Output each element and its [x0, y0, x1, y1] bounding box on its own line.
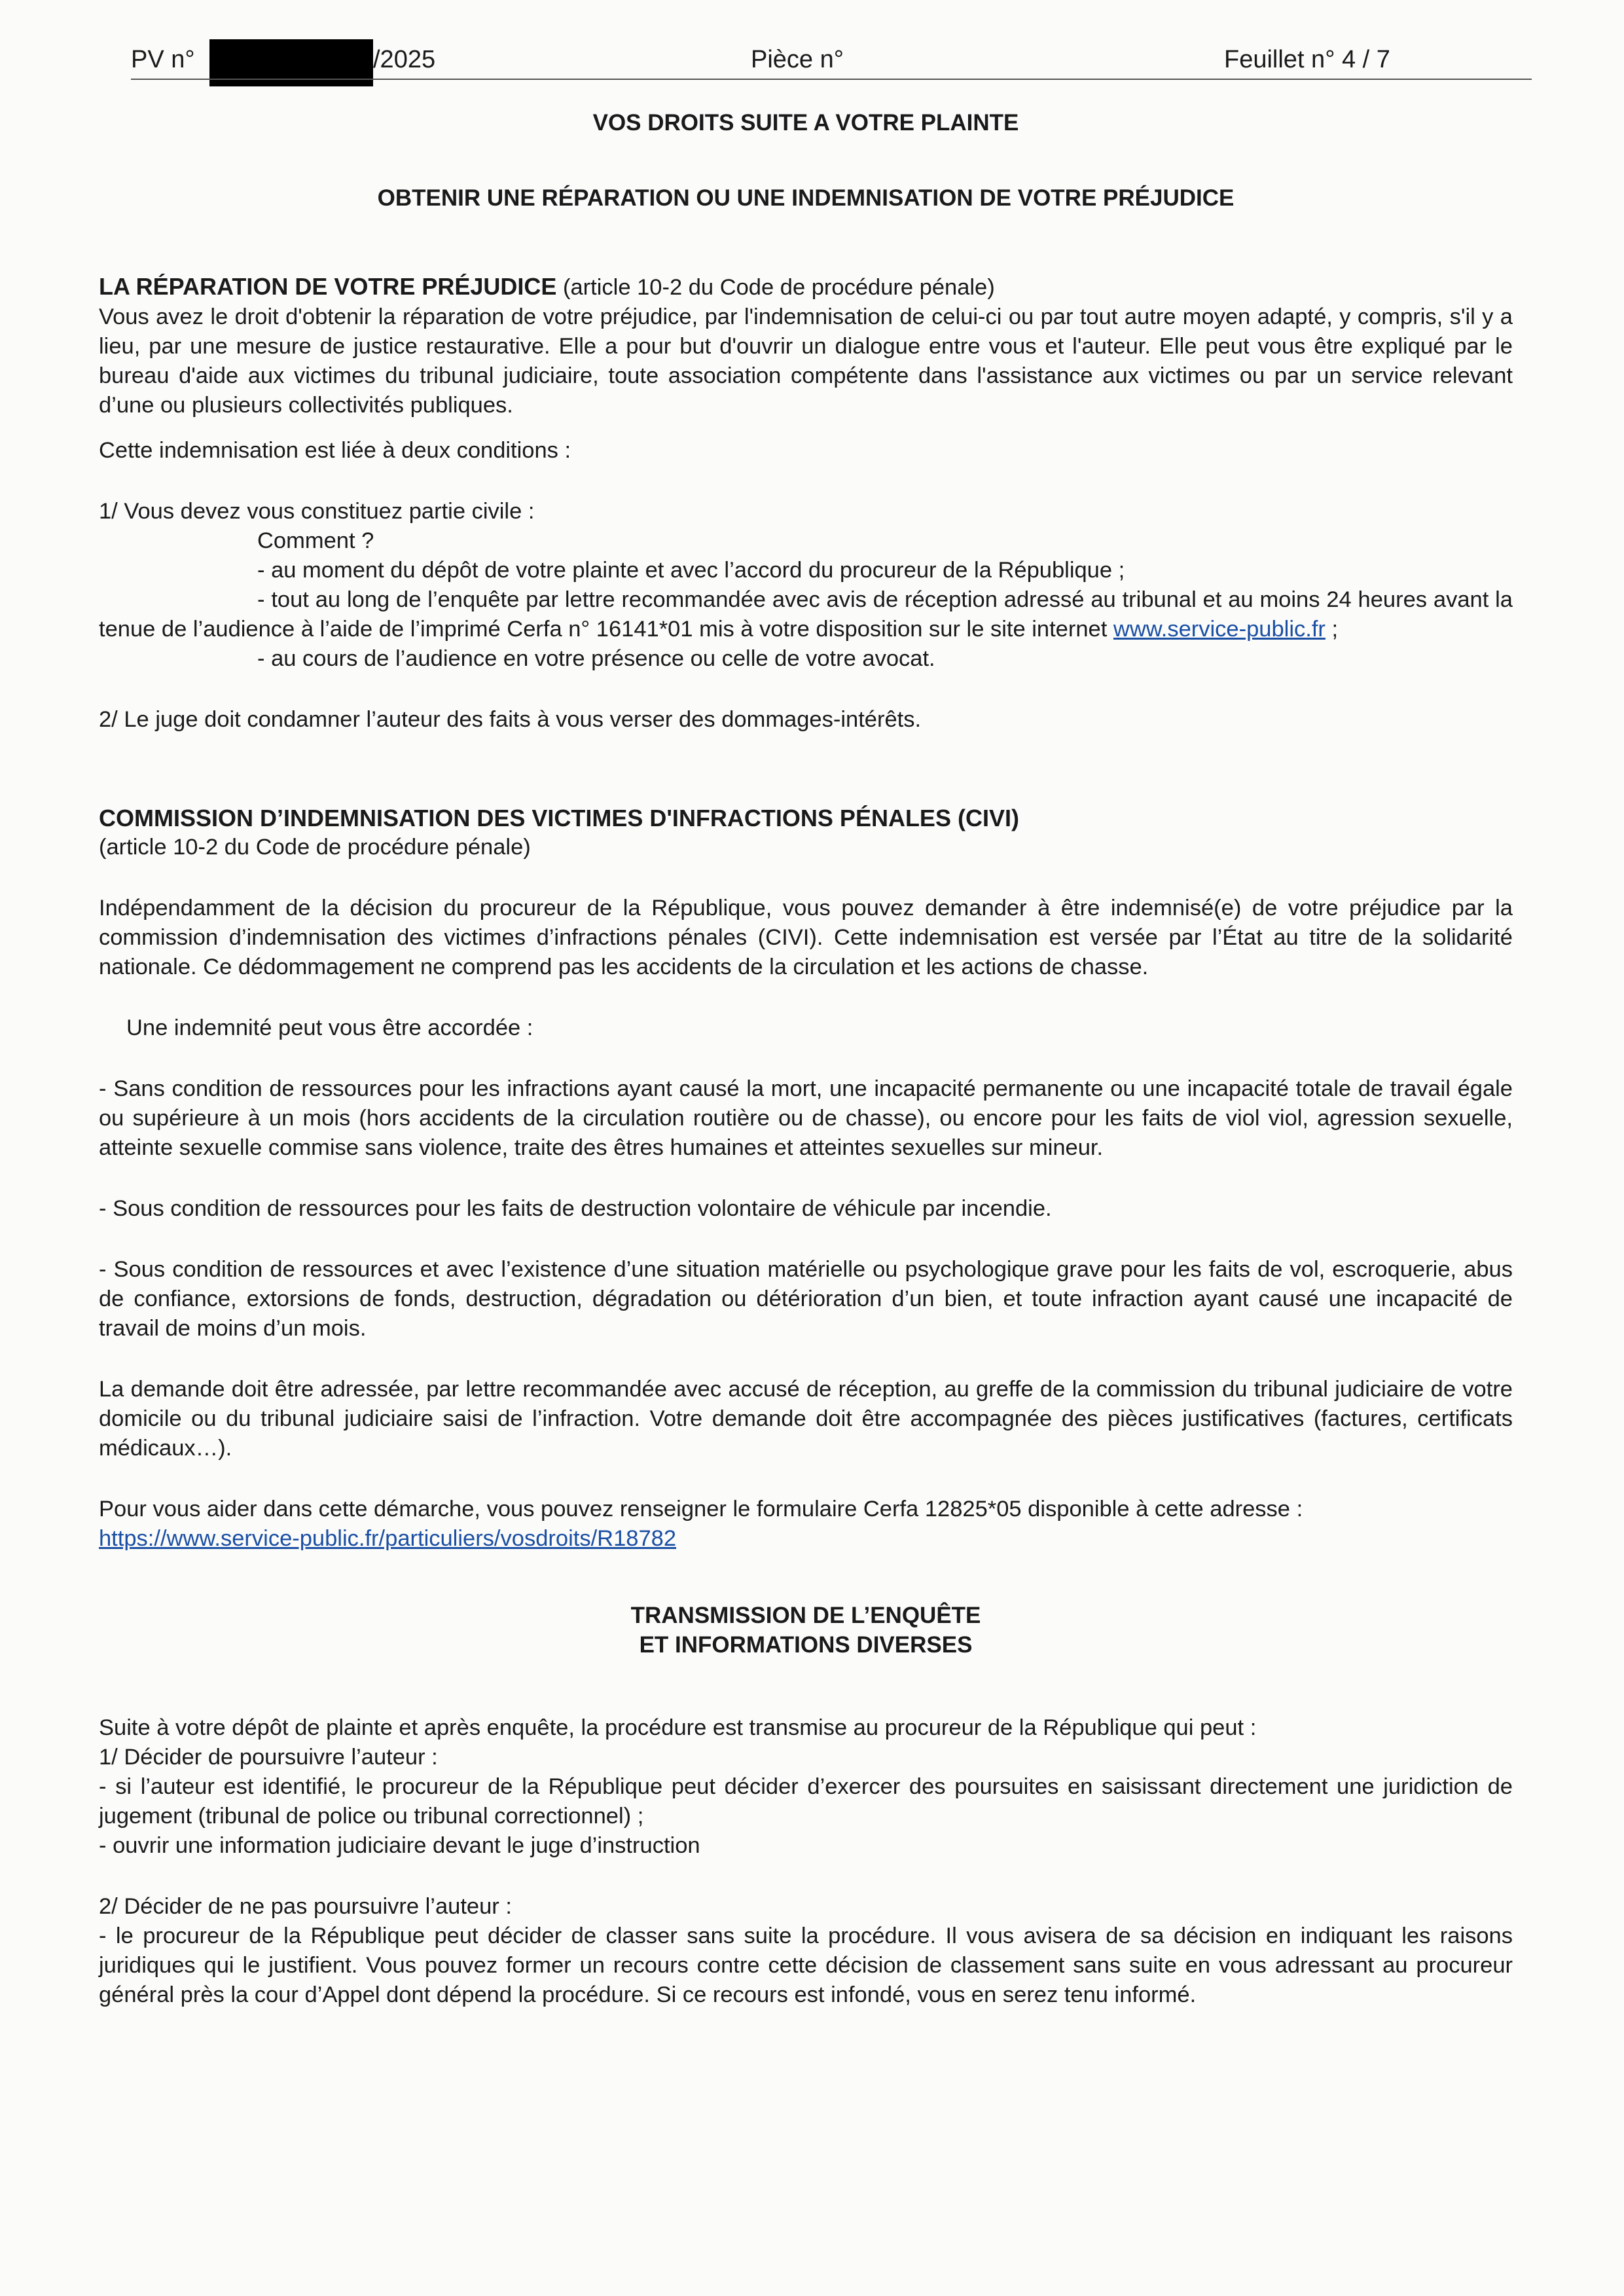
- page-title: VOS DROITS SUITE A VOTRE PLAINTE: [592, 110, 1019, 136]
- document-body: [99, 108, 1513, 2010]
- page-subtitle: OBTENIR UNE RÉPARATION OU UNE INDEMNISATION DE VOTRE PRÉJUDICE: [377, 185, 1235, 211]
- pv-year: /2025: [373, 46, 436, 73]
- condition-1-item-2-text: - tout au long de l’enquête par lettre recommandée avec avis de réception adressé au tribunal et au moins 24 heures avant la tenue de l’audience à l’aide de l’imprimé Cerfa n° 16141*01 mis à votre disposition sur le site internet: [99, 587, 1513, 642]
- service-public-link[interactable]: www.service-public.fr: [1113, 617, 1326, 642]
- option-2-a: - le procureur de la République peut décider de classer sans suite la procédure. Il vous avisera de sa décision en indiquant les raisons juridiques qui le justifient. Vous pouvez former un recours contre cette décision de classement sans suite en vous adressant au procureur général près la cour d’Appel dont dépend la procédure. Si ce recours est infondé, vous en serez tenu informé.: [99, 1923, 1513, 2007]
- condition-1-item-2-end: ;: [1325, 617, 1339, 642]
- condition-1-item-2: [99, 585, 1513, 644]
- option-1: 1/ Décider de poursuivre l’auteur :: [99, 1745, 438, 1770]
- piece-label: Pièce n°: [751, 46, 844, 73]
- condition-1-item-1: - au moment du dépôt de votre plainte et avec l’accord du procureur de la République ;: [257, 558, 1125, 583]
- civi-intro: Indépendamment de la décision du procureur de la République, vous pouvez demander à être indemnisé(e) de votre préjudice par la commission d’indemnisation des victimes d’infractions pénales (CIVI). Cette indemnisation est versée par l’État au titre de la solidarité nationale. Ce dédommagement ne comprend pas les accidents de la circulation et les actions de chasse.: [99, 896, 1513, 979]
- civi-heading: COMMISSION D’INDEMNISATION DES VICTIMES D'INFRACTIONS PÉNALES (CIVI): [99, 805, 1019, 831]
- page-header: [131, 46, 1506, 86]
- condition-1-item-3: - au cours de l’audience en votre présence ou celle de votre avocat.: [257, 646, 935, 671]
- header-rule: [131, 79, 1532, 80]
- cerfa-link[interactable]: https://www.service-public.fr/particuliers/vosdroits/R18782: [99, 1526, 677, 1551]
- civi-demande: La demande doit être adressée, par lettre recommandée avec accusé de réception, au greffe de la commission du tribunal judiciaire de votre domicile ou du tribunal judiciaire saisi de l’infraction. Votre demande doit être accompagnée des pièces justificatives (factures, certificats médicaux…).: [99, 1377, 1513, 1461]
- condition-1: 1/ Vous devez vous constituez partie civile :: [99, 499, 535, 524]
- transmission-heading-line-1: TRANSMISSION DE L’ENQUÊTE: [630, 1603, 981, 1628]
- reparation-conditions: Cette indemnisation est liée à deux conditions :: [99, 438, 571, 463]
- comment-label: Comment ?: [257, 528, 374, 553]
- civi-aide-link-line: [99, 1524, 1513, 1554]
- civi-accordee: Une indemnité peut vous être accordée :: [126, 1015, 533, 1040]
- reparation-heading: [99, 272, 1513, 302]
- option-1-b: - ouvrir une information judiciaire devant le juge d’instruction: [99, 1833, 700, 1858]
- feuillet-label: Feuillet n° 4 / 7: [1224, 46, 1390, 73]
- civi-aide: Pour vous aider dans cette démarche, vous pouvez renseigner le formulaire Cerfa 12825*05 disponible à cette adresse :: [99, 1497, 1303, 1522]
- option-1-a: - si l’auteur est identifié, le procureur de la République peut décider d’exercer des poursuites en saisissant directement une juridiction de jugement (tribunal de police ou tribunal correctionnel) ;: [99, 1774, 1513, 1829]
- condition-2: 2/ Le juge doit condamner l’auteur des faits à vous verser des dommages-intérêts.: [99, 707, 922, 732]
- civi-case-2: - Sous condition de ressources pour les faits de destruction volontaire de véhicule par incendie.: [99, 1196, 1052, 1221]
- reparation-intro: Vous avez le droit d'obtenir la réparation de votre préjudice, par l'indemnisation de celui-ci ou par tout autre moyen adapté, y compris, s'il y a lieu, par une mesure de justice restaurative. Elle a pour but d'ouvrir un dialogue entre vous et l'auteur. Elle peut vous être expliqué par le bureau d'aide aux victimes du tribunal judiciaire, toute association compétente dans l'assistance aux victimes ou par un service relevant d’une ou plusieurs collectivités publiques.: [99, 304, 1513, 418]
- civi-case-1: - Sans condition de ressources pour les infractions ayant causé la mort, une incapacité permanente ou une incapacité totale de travail égale ou supérieure à un mois (hors accidents de la circulation routière ou de chasse), ou encore pour les faits de viol viol, agression sexuelle, atteinte sexuelle commise sans violence, traite des êtres humaines et atteintes sexuelles sur mineur.: [99, 1076, 1513, 1160]
- transmission-heading-line-2: ET INFORMATIONS DIVERSES: [639, 1632, 973, 1658]
- reparation-heading-title: LA RÉPARATION DE VOTRE PRÉJUDICE: [99, 273, 557, 300]
- option-2: 2/ Décider de ne pas poursuivre l’auteur :: [99, 1894, 512, 1919]
- transmission-intro: Suite à votre dépôt de plainte et après enquête, la procédure est transmise au procureur de la République qui peut :: [99, 1715, 1257, 1740]
- civi-case-3: - Sous condition de ressources et avec l’existence d’une situation matérielle ou psychologique grave pour les faits de vol, escroquerie, abus de confiance, extorsions de fonds, destruction, dégradation ou détérioration d’un bien, et toute infraction ayant causé une incapacité de travail de moins d’un mois.: [99, 1257, 1513, 1341]
- reparation-heading-ref: (article 10-2 du Code de procédure pénale): [556, 275, 995, 300]
- pv-label: PV n°: [131, 46, 195, 73]
- civi-heading-ref: (article 10-2 du Code de procédure pénale): [99, 835, 531, 860]
